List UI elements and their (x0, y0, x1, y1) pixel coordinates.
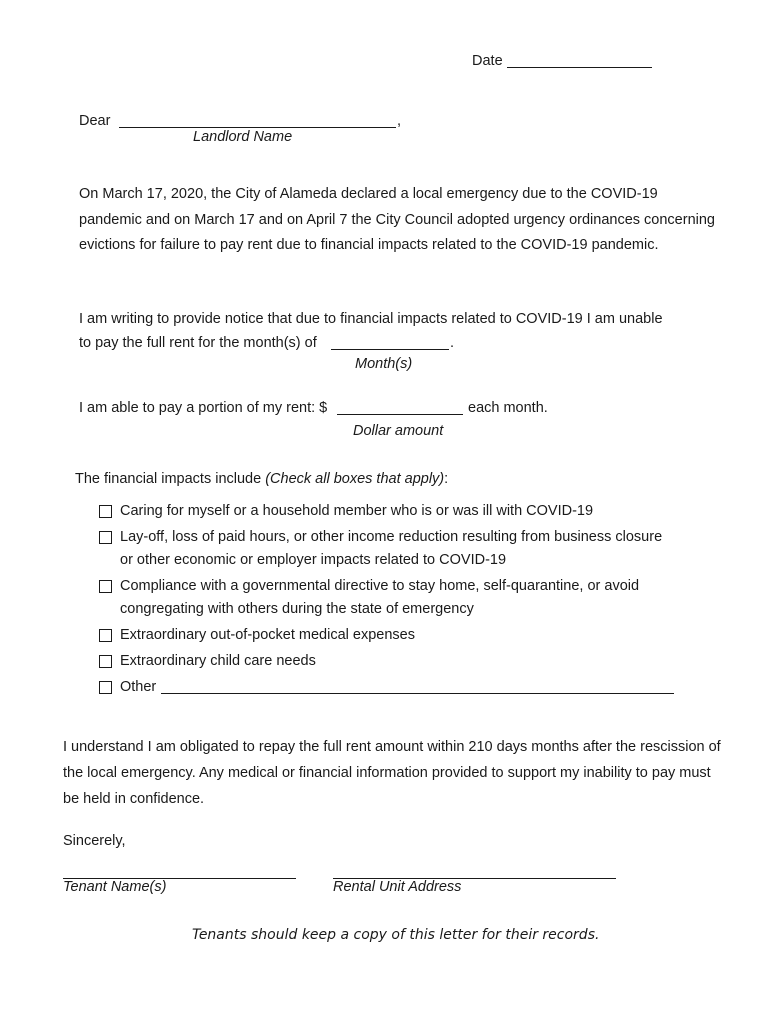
notice-line-1: I am writing to provide notice that due to financial impacts related to COVID-19 I am unable (79, 311, 663, 327)
months-field[interactable] (331, 349, 449, 350)
salutation-comma: , (397, 113, 402, 129)
date-label: Date (472, 53, 503, 69)
checkbox-medical[interactable] (99, 629, 112, 642)
impact-item-other: Other (120, 679, 157, 695)
tenant-name-caption: Tenant Name(s) (63, 879, 167, 895)
landlord-name-caption: Landlord Name (193, 129, 293, 145)
notice-period: . (450, 335, 455, 351)
date-field[interactable] (507, 67, 652, 68)
impact-item-compliance-line-2: congregating with others during the state of emergency (120, 601, 474, 617)
checkbox-caring[interactable] (99, 505, 112, 518)
checkbox-compliance[interactable] (99, 580, 112, 593)
impact-item-compliance-line-1: Compliance with a governmental directive to stay home, self-quarantine, or avoid (120, 578, 640, 594)
sincerely-label: Sincerely, (63, 833, 126, 849)
impacts-intro-colon: : (444, 471, 449, 487)
landlord-name-field[interactable] (119, 127, 396, 128)
other-field[interactable] (161, 693, 674, 694)
footer-note: Tenants should keep a copy of this letter for their records. (192, 927, 600, 943)
partial-payment-prefix: I am able to pay a portion of my rent: $ (79, 400, 328, 416)
intro-paragraph: On March 17, 2020, the City of Alameda declared a local emergency due to the COVID-19 pandemic and on March 17 and on April 7 the City Council adopted urgency ordinances concerning evictions for failure to pay rent due to financial impacts related to the COVID-19 pandemic. (79, 186, 715, 253)
months-caption: Month(s) (355, 356, 413, 372)
checkbox-layoff[interactable] (99, 531, 112, 544)
dollar-amount-caption: Dollar amount (353, 423, 444, 439)
checkbox-childcare[interactable] (99, 655, 112, 668)
dollar-amount-field[interactable] (337, 414, 463, 415)
dear-label: Dear (79, 113, 111, 129)
impact-item-childcare: Extraordinary child care needs (120, 653, 316, 669)
notice-line-2: to pay the full rent for the month(s) of (79, 335, 317, 351)
impacts-intro-text: The financial impacts include (75, 471, 262, 487)
impact-item-caring: Caring for myself or a household member who is or was ill with COVID-19 (120, 503, 594, 519)
checkbox-other[interactable] (99, 681, 112, 694)
impact-item-layoff-line-1: Lay-off, loss of paid hours, or other income reduction resulting from business closure (120, 529, 663, 545)
impact-item-medical: Extraordinary out-of-pocket medical expenses (120, 627, 415, 643)
partial-payment-suffix: each month. (468, 400, 548, 416)
impacts-intro (75, 471, 448, 487)
impacts-intro-hint: (Check all boxes that apply) (265, 471, 445, 487)
impact-item-layoff-line-2: or other economic or employer impacts related to COVID-19 (120, 552, 507, 568)
repay-paragraph: I understand I am obligated to repay the full rent amount within 210 days months after the rescission of the local emergency. Any medical or financial information provided to support my inability to pay must be held in confidence. (63, 739, 721, 807)
rental-address-caption: Rental Unit Address (333, 879, 462, 895)
